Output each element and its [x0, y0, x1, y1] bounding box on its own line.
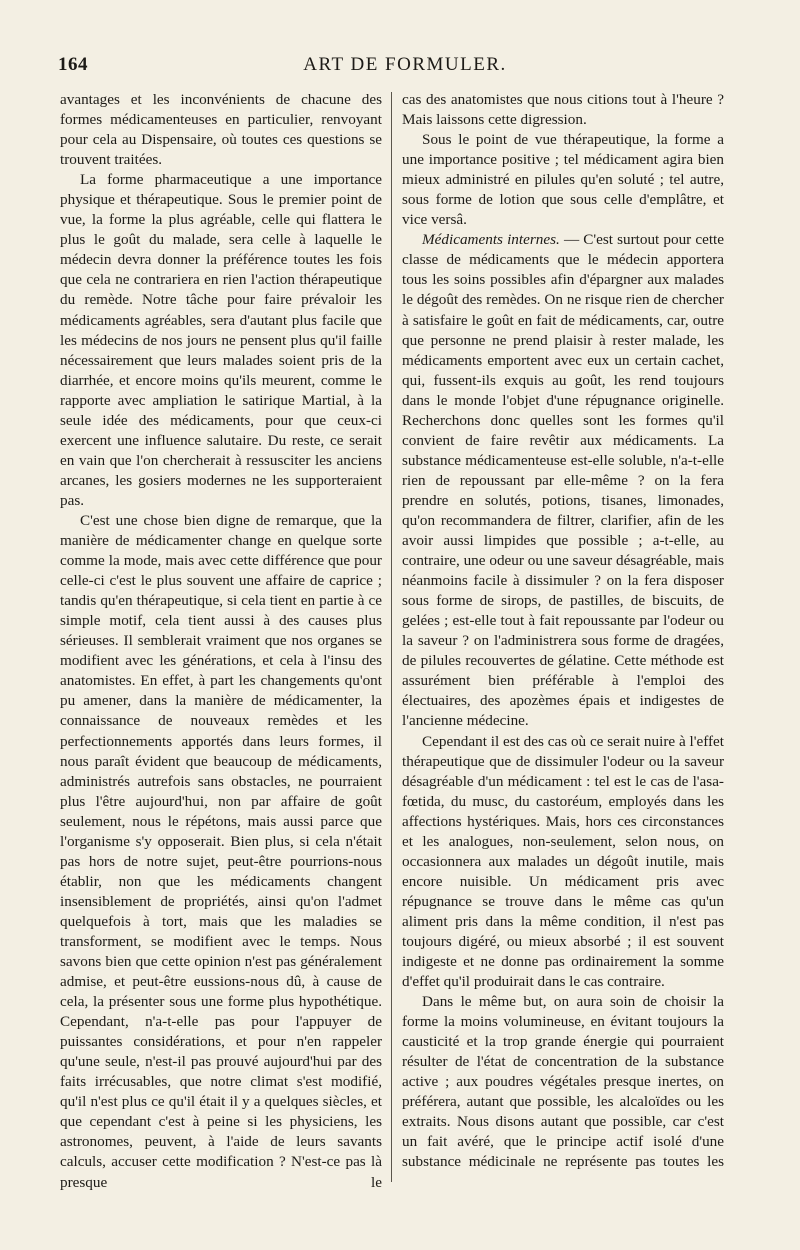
- left-column: [60, 90, 382, 1193]
- paragraph: Cependant il est des cas où ce serait nuire à l'effet thérapeutique que de dissimuler l'odeur ou la saveur désagréable d'un médicament : tel est le cas de l'asa-fœtida, du musc, du castoréum, employés dans les affections hystériques. Mais, hors ces circonstances et les analogues, non-seulement, selon nous, on occasionnera aux malades un dégoût inutile, mais encore nuisible. Un médicament pris avec répugnance se trouve dans le même cas qu'un aliment pris dans la même condition, il n'est pas toujours digéré, ou mieux absorbé ; il est souvent indigeste et ne donne pas ordinairement la somme d'effet qu'il produirait dans le cas contraire.: [402, 732, 724, 991]
- paragraph: C'est une chose bien digne de remarque, que la manière de médicamenter change en quelque sorte comme la mode, mais avec cette différence que pour celle-ci c'est le plus souvent une affaire de caprice ; tandis qu'en thérapeutique, si cela tient en partie à ce simple motif, cela tient aussi à des causes plus sérieuses. Il semblerait vraiment que nos organes se modifient avec les générations, et cela à l'insu des anatomistes. En effet, à part les changements qu'ont pu amener, dans la manière de médicamenter, la connaissance de nouveaux remèdes et les perfectionnements apportés dans leurs formes, il nous paraît évident que beaucoup de médicaments, administrés autrefois sans obstacles, ne pourraient plus l'être aujourd'hui, non par affaire de goût seulement, nous le répétons, mais aussi parce que l'organisme s'y opposerait. Bien plus, si cela n'était pas hors de notre sujet, peut-être pourrions-nous établir, non que les médicaments changent insensiblement de propriétés, ainsi qu'on l'admet quelquefois à tort, mais que les maladies se transforment, se modifient avec le temps. Nous savons bien que cette opinion n'est pas généralement admise, et peut-être eussions-nous dû, à cause de cela, la présenter sous une forme plus hypothétique. Cependant, n'a-t-elle pas pour l'appuyer de puissantes considérations, et pour n'en rappeler qu'une seule, n'est-il pas prouvé aujourd'hui par des faits irrécusables, que notre climat s'est modifié, qu'il n'est plus ce qu'il était il y a quelques siècles, et que cependant c'est à peine si les physiciens, les astronomes, peuvent, à l'aide de leurs savants calculs, accuser cette modification ? N'est-ce pas là presque le: [60, 511, 382, 1191]
- paragraph: Dans le même but, on aura soin de choisir la forme la moins volumineuse, en évitant toujours la causticité et la trop grande énergie qui pourraient résulter de l'état de concentration de la substance active ; aux poudres végétales presque inertes, on préférera, autant que possible, les alcaloïdes ou les extraits. Nous disons autant que possible, car c'est un fait avéré, que le principe actif isolé d'une substance médicinale ne représente pas toutes les: [402, 993, 724, 1171]
- paragraph: La forme pharmaceutique a une importance physique et thérapeutique. Sous le premier point de vue, la forme la plus agréable, celle qui flattera le plus le goût du malade, sera celle à laquelle le médecin devra donner la préférence toutes les fois que cela ne contrariera en rien l'action thérapeutique du remède. Notre tâche pour faire prévaloir les médicaments agréables, sera d'autant plus facile que les médecins de nos jours ne pensent plus qu'il faille nécessairement que leurs malades soient pris de la diarrhée, et encore moins qu'ils meurent, comme le rapporte avec ampliation le satirique Martial, à la seule idée des médicaments, pour que ceux-ci exercent une influence salutaire. Du reste, ce serait en vain que l'on chercherait à ressusciter les anciens arcanes, les gosiers modernes ne les supporteraient pas.: [60, 171, 382, 509]
- paragraph: avantages et les inconvénients de chacune des formes médicamenteuses en particulier, renvoyant pour cela au Dispensaire, où toutes ces questions se trouvent traitées.: [60, 91, 382, 169]
- running-title: ART DE FORMULER.: [303, 54, 507, 75]
- page-header: [58, 54, 752, 82]
- right-column: [402, 90, 724, 1173]
- paragraph-text: — C'est surtout pour cette classe de médicaments que le médecin apportera tous les soins possibles afin d'épargner aux malades le dégoût des remèdes. On ne risque rien de chercher à satisfaire le goût en fait de médicaments, car, outre que personne ne prend plaisir à rester malade, les médicaments emportent avec eux un certain cachet, qui, fussent-ils exquis au goût, les rend toujours dans le monde l'objet d'une répugnance originelle. Recherchons donc quelles sont les formes qu'il convient de faire revêtir aux médicaments. La substance médicamenteuse est-elle soluble, n'a-t-elle rien de repoussant par elle-même ? on la fera prendre en solutés, potions, tisanes, limonades, qu'on recommandera de filtrer, clarifier, afin de les avoir aussi limpides que possible ; a-t-elle, au contraire, une odeur ou une saveur désagréable, mais néanmoins facile à dissimuler ? on la fera disposer sous forme de sirops, de pastilles, de biscuits, de gelées ; est-elle tout à fait repoussante par l'odeur ou la saveur ? on l'administrera sous forme de dragées, de pilules recouvertes de gélatine. Cette méthode est assurément bien préférable à l'emploi des électuaires, des apozèmes épais et indigestes de l'ancienne médecine.: [402, 231, 724, 730]
- column-divider: [391, 92, 392, 1182]
- section-heading: Médicaments internes.: [422, 231, 560, 249]
- paragraph: [402, 230, 724, 731]
- page-number: 164: [58, 54, 88, 75]
- paragraph: Sous le point de vue thérapeutique, la forme a une importance positive ; tel médicament agira bien mieux administré en pilules qu'en soluté ; tel autre, sous forme de lotion que sous celle d'emplâtre, et vice versâ.: [402, 131, 724, 229]
- paragraph: cas des anatomistes que nous citions tout à l'heure ? Mais laissons cette digression.: [402, 91, 724, 129]
